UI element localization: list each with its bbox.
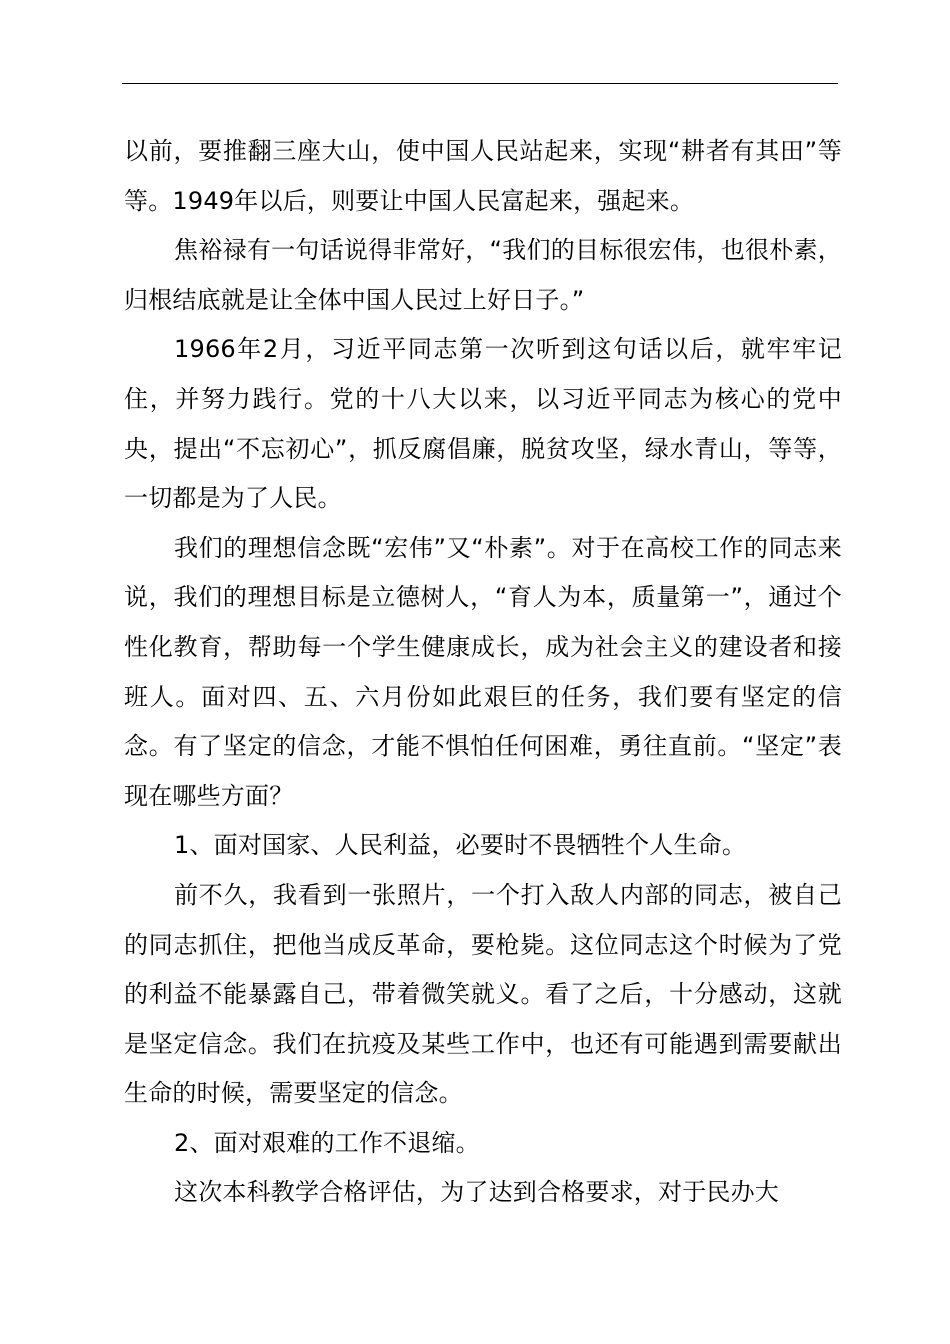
paragraph-3: 1966年2月，习近平同志第一次听到这句话以后，就牢牢记住，并努力践行。党的十八大以来，以习近平同志为核心的党中央，提出“不忘初心”，抓反腐倡廉，脱贫攻坚，绿水青山，等等，一切都是为了人民。 xyxy=(124,335,842,513)
document-body xyxy=(124,127,842,1218)
list-item-1-heading: 1、面对国家、人民利益，必要时不畏牺牲个人生命。 xyxy=(174,831,747,860)
paragraph-2: 焦裕禄有一句话说得非常好，“我们的目标很宏伟，也很朴素，归根结底就是让全体中国人民过上好日子。” xyxy=(124,236,842,314)
paragraph-4: 我们的理想信念既“宏伟”又“朴素”。对于在高校工作的同志来说，我们的理想目标是立德树人，“育人为本，质量第一”，通过个性化教育，帮助每一个学生健康成长，成为社会主义的建设者和接班人。面对四、五、六月份如此艰巨的任务，我们要有坚定的信念。有了坚定的信念，才能不惧怕任何困难，勇往直前。“坚定”表现在哪些方面？ xyxy=(124,533,842,810)
header-rule xyxy=(122,83,838,84)
list-item-2-heading: 2、面对艰难的工作不退缩。 xyxy=(174,1128,480,1157)
paragraph-8: 这次本科教学合格评估，为了达到合格要求，对于民办大 xyxy=(174,1178,779,1207)
paragraph-1: 以前，要推翻三座大山，使中国人民站起来，实现“耕者有其田”等等。1949年以后，则要让中国人民富起来，强起来。 xyxy=(124,137,842,215)
paragraph-6: 前不久，我看到一张照片，一个打入敌人内部的同志，被自己的同志抓住，把他当成反革命，要枪毙。这位同志这个时候为了党的利益不能暴露自己，带着微笑就义。看了之后，十分感动，这就是坚定信念。我们在抗疫及某些工作中，也还有可能遇到需要献出生命的时候，需要坚定的信念。 xyxy=(124,880,842,1108)
